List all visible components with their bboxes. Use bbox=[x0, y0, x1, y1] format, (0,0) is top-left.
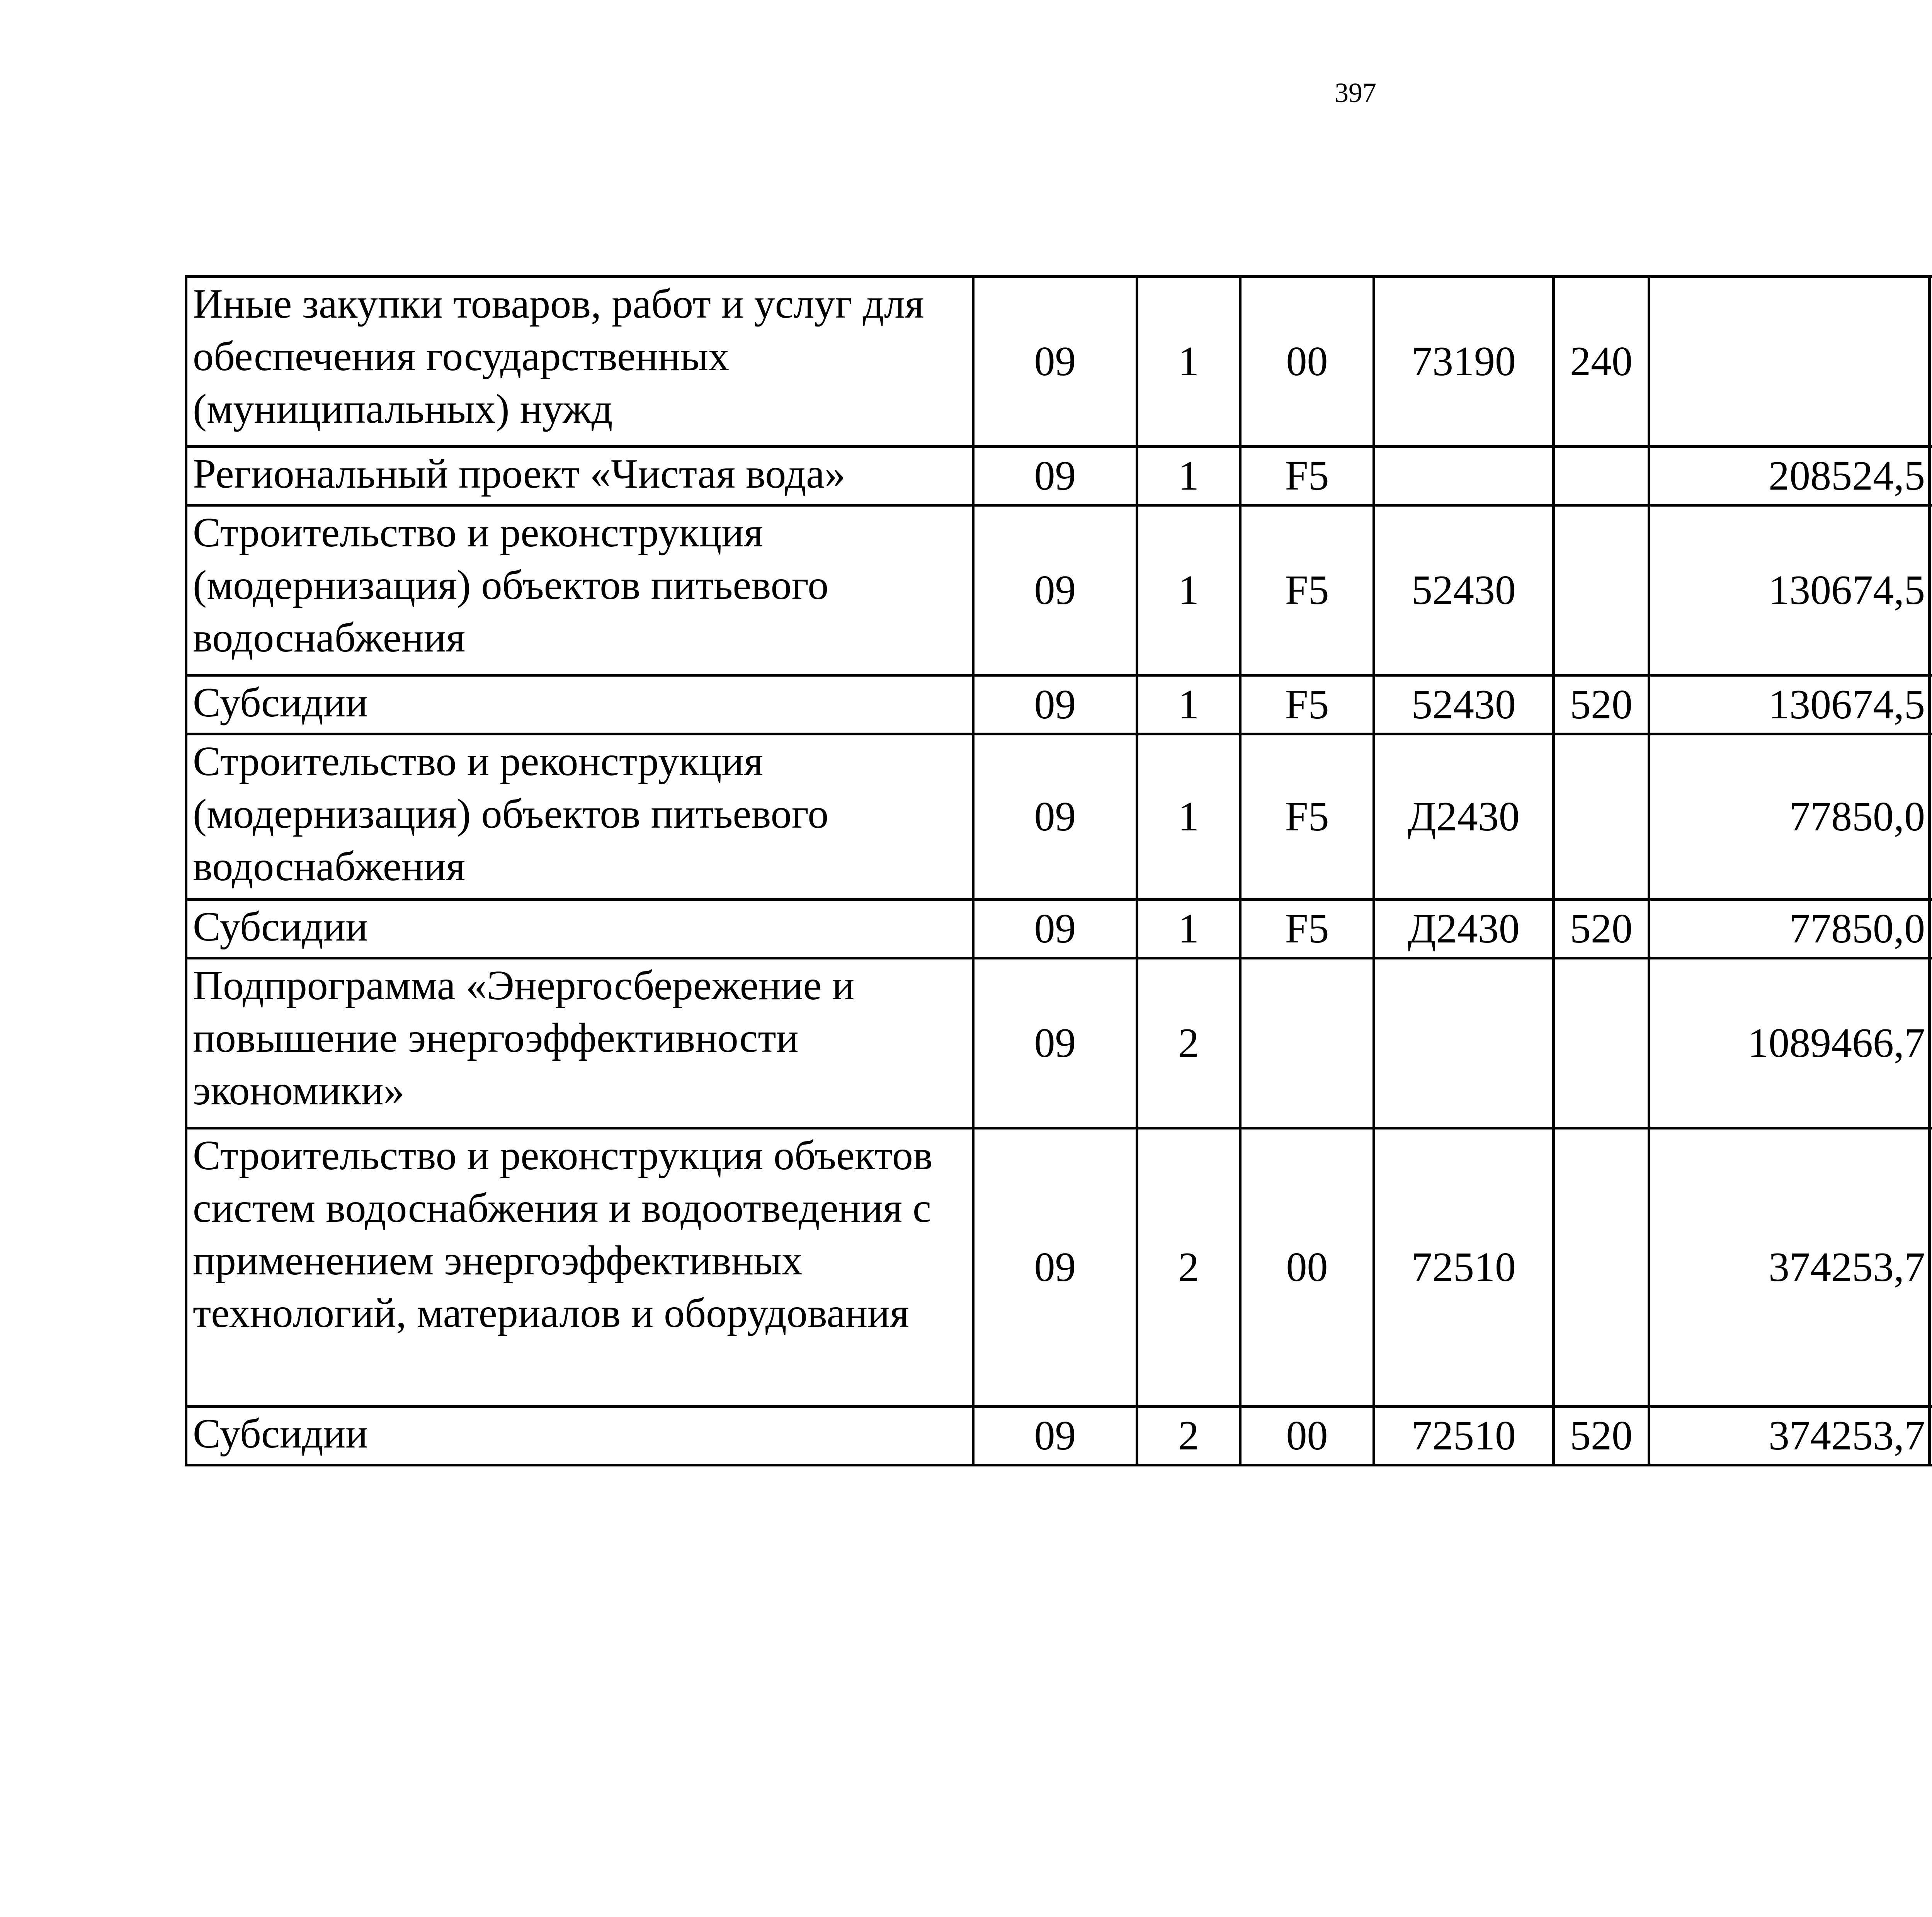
amount-1-cell: 130674,5 bbox=[1649, 505, 1930, 675]
vr-cell: 520 bbox=[1554, 675, 1649, 734]
vr-cell bbox=[1554, 1128, 1649, 1407]
cs-direction-cell: Д2430 bbox=[1374, 900, 1554, 958]
table-row bbox=[186, 900, 1932, 958]
amount-2-cell bbox=[1930, 900, 1932, 958]
budget-table bbox=[185, 275, 1932, 1466]
rz-cell: 09 bbox=[973, 1128, 1137, 1407]
pr-cell: 2 bbox=[1137, 1128, 1240, 1407]
rz-cell: 09 bbox=[973, 675, 1137, 734]
cs-direction-cell: 73190 bbox=[1374, 277, 1554, 447]
amount-1-cell: 77850,0 bbox=[1649, 734, 1930, 900]
cs-program-cell: F5 bbox=[1240, 734, 1374, 900]
amount-2-cell bbox=[1930, 734, 1932, 900]
cs-program-cell: F5 bbox=[1240, 447, 1374, 505]
page-number: 397 bbox=[1335, 77, 1376, 108]
amount-2-cell bbox=[1930, 958, 1932, 1128]
table-row bbox=[186, 734, 1932, 900]
row-name-cell: Строительство и реконструкция объектов систем водоснабжения и водоотведения с применением энергоэффективных технологий, материалов и оборудования bbox=[186, 1128, 973, 1407]
cs-program-cell: F5 bbox=[1240, 900, 1374, 958]
amount-1-cell: 208524,5 bbox=[1649, 447, 1930, 505]
amount-2-cell bbox=[1930, 277, 1932, 447]
table-row bbox=[186, 1128, 1932, 1407]
pr-cell: 1 bbox=[1137, 675, 1240, 734]
row-name-cell: Субсидии bbox=[186, 900, 973, 958]
rz-cell: 09 bbox=[973, 900, 1137, 958]
row-name-cell: Строительство и реконструкция (модернизация) объектов питьевого водоснабжения bbox=[186, 734, 973, 900]
vr-cell: 520 bbox=[1554, 900, 1649, 958]
pr-cell: 1 bbox=[1137, 900, 1240, 958]
rz-cell: 09 bbox=[973, 277, 1137, 447]
cs-program-cell: 00 bbox=[1240, 1128, 1374, 1407]
cs-program-cell: 00 bbox=[1240, 1407, 1374, 1465]
amount-1-cell: 1089466,7 bbox=[1649, 958, 1930, 1128]
cs-direction-cell bbox=[1374, 447, 1554, 505]
pr-cell: 2 bbox=[1137, 958, 1240, 1128]
rz-cell: 09 bbox=[973, 1407, 1137, 1465]
amount-1-cell: 374253,7 bbox=[1649, 1407, 1930, 1465]
amount-2-cell bbox=[1930, 1128, 1932, 1407]
vr-cell bbox=[1554, 734, 1649, 900]
amount-1-cell: 77850,0 bbox=[1649, 900, 1930, 958]
amount-2-cell bbox=[1930, 505, 1932, 675]
cs-program-cell: F5 bbox=[1240, 675, 1374, 734]
vr-cell: 240 bbox=[1554, 277, 1649, 447]
vr-cell: 520 bbox=[1554, 1407, 1649, 1465]
row-name-cell: Подпрограмма «Энергосбережение и повышение энергоэффективности экономики» bbox=[186, 958, 973, 1128]
vr-cell bbox=[1554, 447, 1649, 505]
cs-direction-cell: 72510 bbox=[1374, 1128, 1554, 1407]
amount-1-cell: 130674,5 bbox=[1649, 675, 1930, 734]
cs-direction-cell: 52430 bbox=[1374, 505, 1554, 675]
rz-cell: 09 bbox=[973, 958, 1137, 1128]
amount-2-cell bbox=[1930, 675, 1932, 734]
cs-direction-cell: 52430 bbox=[1374, 675, 1554, 734]
rz-cell: 09 bbox=[973, 734, 1137, 900]
cs-program-cell: 00 bbox=[1240, 277, 1374, 447]
pr-cell: 1 bbox=[1137, 505, 1240, 675]
amount-2-cell bbox=[1930, 1407, 1932, 1465]
table-row bbox=[186, 447, 1932, 505]
pr-cell: 1 bbox=[1137, 447, 1240, 505]
row-name-cell: Иные закупки товаров, работ и услуг для обеспечения государственных (муниципальных) нужд bbox=[186, 277, 973, 447]
rz-cell: 09 bbox=[973, 447, 1137, 505]
cs-direction-cell: 72510 bbox=[1374, 1407, 1554, 1465]
table-row bbox=[186, 505, 1932, 675]
vr-cell bbox=[1554, 505, 1649, 675]
vr-cell bbox=[1554, 958, 1649, 1128]
row-name-cell: Строительство и реконструкция (модернизация) объектов питьевого водоснабжения bbox=[186, 505, 973, 675]
cs-program-cell bbox=[1240, 958, 1374, 1128]
table-row bbox=[186, 675, 1932, 734]
amount-2-cell bbox=[1930, 447, 1932, 505]
pr-cell: 1 bbox=[1137, 277, 1240, 447]
cs-program-cell: F5 bbox=[1240, 505, 1374, 675]
cs-direction-cell bbox=[1374, 958, 1554, 1128]
amount-1-cell bbox=[1649, 277, 1930, 447]
row-name-cell: Субсидии bbox=[186, 1407, 973, 1465]
cs-direction-cell: Д2430 bbox=[1374, 734, 1554, 900]
amount-1-cell: 374253,7 bbox=[1649, 1128, 1930, 1407]
table-row bbox=[186, 277, 1932, 447]
table-row bbox=[186, 958, 1932, 1128]
table-row bbox=[186, 1407, 1932, 1465]
pr-cell: 1 bbox=[1137, 734, 1240, 900]
rz-cell: 09 bbox=[973, 505, 1137, 675]
row-name-cell: Субсидии bbox=[186, 675, 973, 734]
pr-cell: 2 bbox=[1137, 1407, 1240, 1465]
row-name-cell: Региональный проект «Чистая вода» bbox=[186, 447, 973, 505]
